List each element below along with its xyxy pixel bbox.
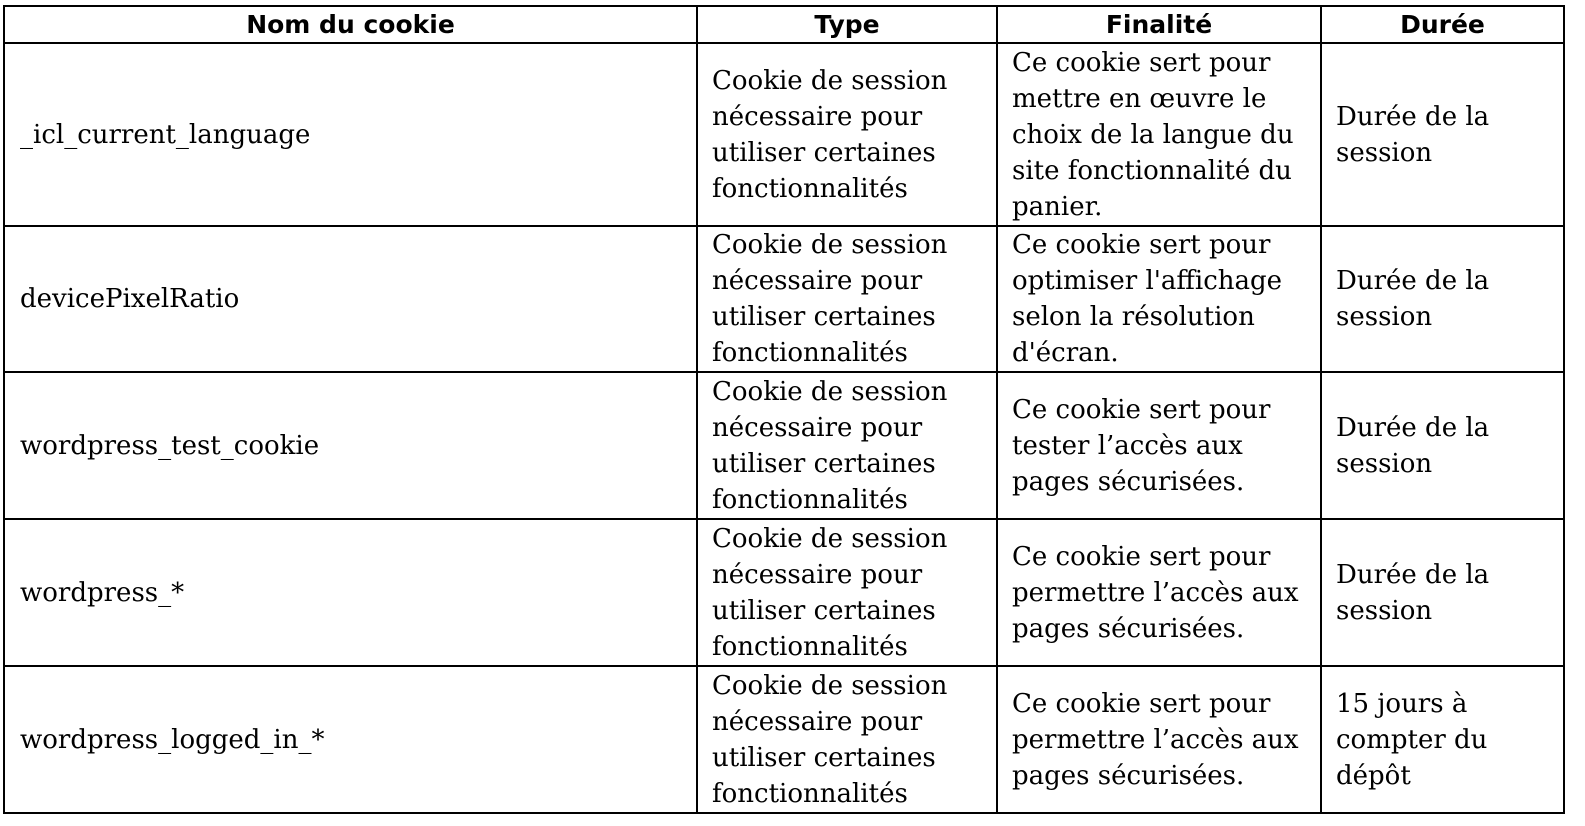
header-type: Type bbox=[697, 6, 997, 43]
table-row bbox=[4, 372, 1564, 519]
cell-cookie-name bbox=[4, 519, 697, 666]
cookie-table bbox=[3, 5, 1565, 814]
duration-text: Durée de la session bbox=[1336, 266, 1490, 332]
type-text: Cookie de session nécessaire pour utiliser certaines fonctionnalités bbox=[712, 670, 948, 809]
table-body bbox=[4, 43, 1564, 813]
type-text: Cookie de session nécessaire pour utiliser certaines fonctionnalités bbox=[712, 230, 948, 368]
cookie-name-text: wordpress_* bbox=[20, 577, 185, 608]
duration-text: Durée de la session bbox=[1336, 412, 1490, 479]
header-cookie-name: Nom du cookie bbox=[4, 6, 697, 43]
table-row bbox=[4, 226, 1564, 372]
cell-purpose bbox=[997, 519, 1321, 666]
cell-type bbox=[697, 43, 997, 226]
cell-duration bbox=[1321, 372, 1564, 519]
duration-text: Durée de la session bbox=[1336, 101, 1490, 168]
header-duration: Durée bbox=[1321, 6, 1564, 43]
table-header bbox=[4, 6, 1564, 43]
cell-duration bbox=[1321, 666, 1564, 813]
table-row bbox=[4, 519, 1564, 666]
cell-cookie-name bbox=[4, 226, 697, 372]
cell-purpose bbox=[997, 43, 1321, 226]
cell-duration bbox=[1321, 519, 1564, 666]
purpose-text: Ce cookie sert pour optimiser l'affichage selon la résolution d'écran. bbox=[1012, 230, 1283, 368]
purpose-text: Ce cookie sert pour mettre en œuvre le choix de la langue du site fonctionnalité du panier. bbox=[1012, 47, 1294, 222]
cell-type bbox=[697, 519, 997, 666]
cell-type bbox=[697, 372, 997, 519]
cookie-name-text: wordpress_test_cookie bbox=[20, 430, 320, 461]
type-text: Cookie de session nécessaire pour utiliser certaines fonctionnalités bbox=[712, 65, 948, 204]
cell-type bbox=[697, 226, 997, 372]
purpose-text: Ce cookie sert pour permettre l’accès aux pages sécurisées. bbox=[1012, 541, 1299, 644]
cell-cookie-name bbox=[4, 43, 697, 226]
purpose-text: Ce cookie sert pour permettre l’accès aux pages sécurisées. bbox=[1012, 688, 1299, 791]
header-row bbox=[4, 6, 1564, 43]
cookie-name-text: devicePixelRatio bbox=[20, 284, 240, 314]
cookie-name-text: wordpress_logged_in_* bbox=[20, 724, 325, 755]
cell-purpose bbox=[997, 226, 1321, 372]
type-text: Cookie de session nécessaire pour utiliser certaines fonctionnalités bbox=[712, 376, 948, 515]
type-text: Cookie de session nécessaire pour utiliser certaines fonctionnalités bbox=[712, 523, 948, 662]
cell-type bbox=[697, 666, 997, 813]
cell-cookie-name bbox=[4, 666, 697, 813]
table-row bbox=[4, 43, 1564, 226]
cell-cookie-name bbox=[4, 372, 697, 519]
cell-duration bbox=[1321, 226, 1564, 372]
cookie-table-container bbox=[3, 5, 1563, 814]
cell-purpose bbox=[997, 372, 1321, 519]
duration-text: 15 jours à compter du dépôt bbox=[1336, 688, 1488, 791]
cell-duration bbox=[1321, 43, 1564, 226]
header-purpose: Finalité bbox=[997, 6, 1321, 43]
table-row bbox=[4, 666, 1564, 813]
cell-purpose bbox=[997, 666, 1321, 813]
duration-text: Durée de la session bbox=[1336, 559, 1490, 626]
purpose-text: Ce cookie sert pour tester l’accès aux pages sécurisées. bbox=[1012, 394, 1271, 497]
cookie-name-text: _icl_current_language bbox=[20, 119, 311, 150]
